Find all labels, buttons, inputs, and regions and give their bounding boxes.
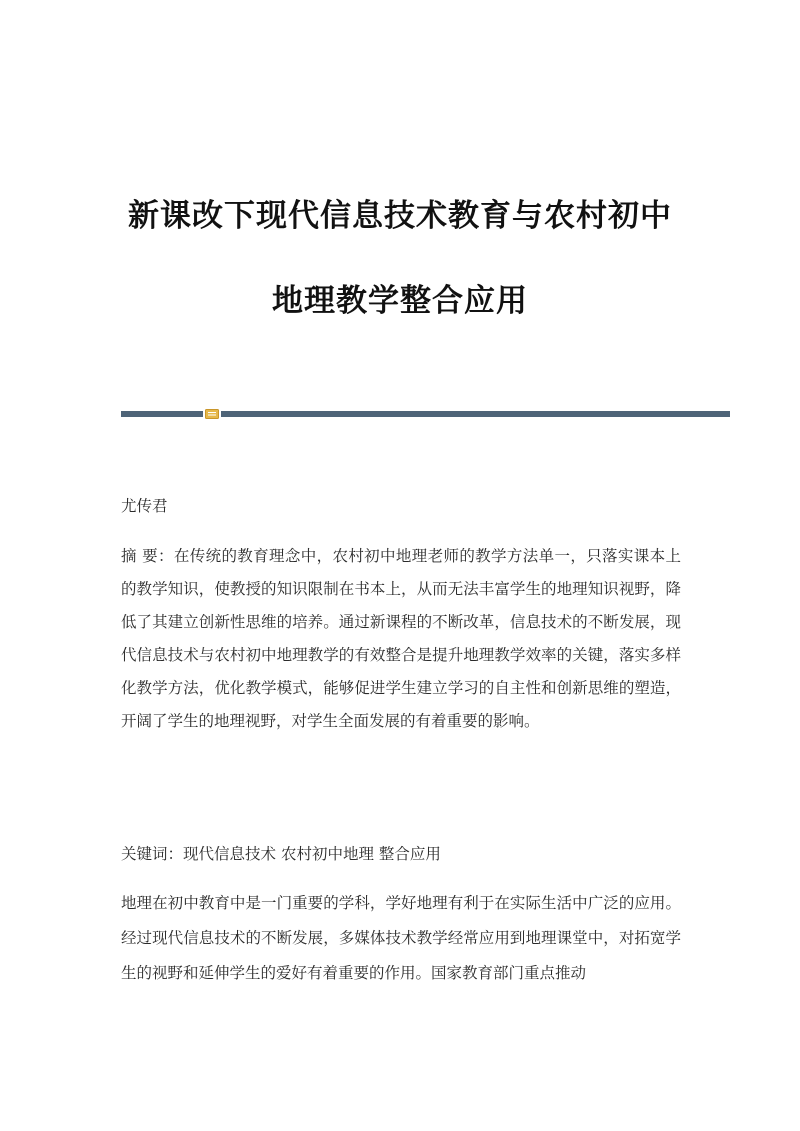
document-icon bbox=[205, 409, 219, 419]
document-title-line-1: 新课改下现代信息技术教育与农村初中 bbox=[128, 198, 672, 234]
keyword-item: 现代信息技术 bbox=[183, 845, 277, 863]
keyword-item: 农村初中地理 bbox=[280, 845, 374, 863]
divider-bar-right bbox=[221, 411, 730, 417]
divider-bar-left bbox=[121, 411, 203, 417]
intro-paragraph: 地理在初中教育中是一门重要的学科，学好地理有利于在实际生活中广泛的应用。经过现代信息技术的不断发展，多媒体技术教学经常应用到地理课堂中，对拓宽学生的视野和延伸学生的爱好有着重要的作用。国家教育部门重点推动 bbox=[121, 894, 681, 982]
abstract-paragraph bbox=[121, 540, 681, 738]
keywords-line bbox=[121, 842, 681, 864]
abstract-label: 摘 要： bbox=[121, 547, 174, 565]
title-divider bbox=[121, 409, 730, 417]
keywords-label: 关键词： bbox=[121, 845, 184, 863]
abstract-text: 在传统的教育理念中，农村初中地理老师的教学方法单一，只落实课本上的教学知识，使教授的知识限制在书本上，从而无法丰富学生的地理知识视野，降低了其建立创新性思维的培养。通过新课程的不断改革，信息技术的不断发展，现代信息技术与农村初中地理教学的有效整合是提升地理教学效率的关键，落实多样化教学方法，优化教学模式，能够促进学生建立学习的自主性和创新思维的塑造，开阔了学生的地理视野，对学生全面发展的有着重要的影响。 bbox=[121, 547, 681, 730]
author-name: 尤传君 bbox=[121, 497, 168, 515]
document-title-line-2: 地理教学整合应用 bbox=[272, 283, 528, 319]
keyword-item: 整合应用 bbox=[378, 845, 441, 863]
